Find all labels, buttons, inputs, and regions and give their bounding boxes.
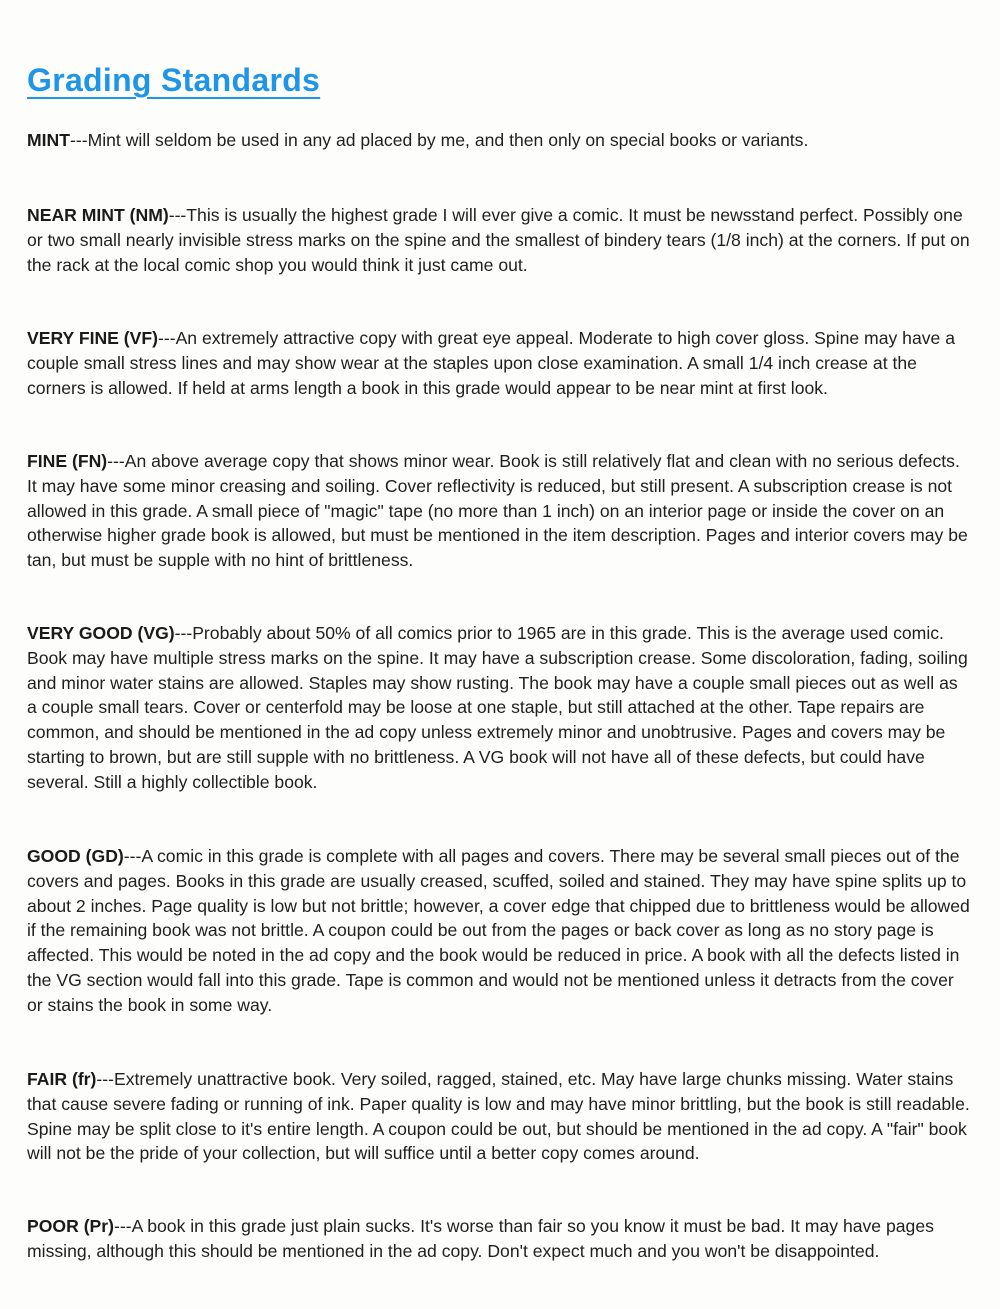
grade-good xyxy=(27,844,972,1018)
grade-fair xyxy=(27,1067,972,1166)
grade-heading: FAIR (fr) xyxy=(27,1069,97,1089)
grade-heading: FINE (FN) xyxy=(27,451,108,471)
grade-description: ---An extremely attractive copy with great eye appeal. Moderate to high cover gloss. Spine may have a couple small stress lines and may show wear at the staples upon close examination. A small 1/4 inch crease at the corners is allowed. If held at arms length a book in this grade would appear to be near mint at first look. xyxy=(27,328,956,398)
grade-near-mint xyxy=(27,203,972,277)
grade-description: ---Probably about 50% of all comics prior to 1965 are in this grade. This is the average used comic. Book may have multiple stress marks on the spine. It may have a subscription crease. Some discoloration, fading, soiling and minor water stains are allowed. Staples may show rusting. The book may have a couple small pieces out as well as a couple small tears. Cover or centerfold may be loose at one staple, but still attached at the other. Tape repairs are common, and should be mentioned in the ad copy unless extremely minor and unobtrusive. Pages and covers may be starting to brown, but are still supple with no brittleness. A VG book will not have all of these defects, but could have several. Still a highly collectible book. xyxy=(27,623,968,792)
grade-very-good xyxy=(27,621,972,795)
page-title: Grading Standards xyxy=(27,62,321,98)
grade-fine xyxy=(27,449,972,573)
grade-heading: VERY FINE (VF) xyxy=(27,328,158,348)
grade-heading: VERY GOOD (VG) xyxy=(27,623,175,643)
grade-very-fine xyxy=(27,326,972,400)
grade-description: ---Extremely unattractive book. Very soiled, ragged, stained, etc. May have large chunks missing. Water stains that cause severe fading or running of ink. Paper quality is low and may have minor brittling, but the book is still readable. Spine may be split close to it's entire length. A coupon could be out, but should be mentioned in the ad copy. A "fair" book will not be the pride of your collection, but will suffice until a better copy comes around. xyxy=(27,1069,970,1164)
grade-description: ---A book in this grade just plain sucks. It's worse than fair so you know it must be bad. It may have pages missing, although this should be mentioned in the ad copy. Don't expect much and you won't be disappointed. xyxy=(27,1216,934,1261)
grade-poor xyxy=(27,1214,972,1264)
grade-heading: MINT xyxy=(27,130,70,150)
grade-mint xyxy=(27,128,972,153)
grade-heading: GOOD (GD) xyxy=(27,846,124,866)
grade-description: ---This is usually the highest grade I will ever give a comic. It must be newsstand perfect. Possibly one or two small nearly invisible stress marks on the spine and the smallest of bindery tears (1/8 inch) at the corners. If put on the rack at the local comic shop you would think it just came out. xyxy=(27,205,970,275)
grade-description: ---An above average copy that shows minor wear. Book is still relatively flat and clean with no serious defects. It may have some minor creasing and soiling. Cover reflectivity is reduced, but still present. A subscription crease is not allowed in this grade. A small piece of "magic" tape (no more than 1 inch) on an interior page or inside the cover on an otherwise higher grade book is allowed, but must be mentioned in the item description. Pages and interior covers may be tan, but must be supple with no hint of brittleness. xyxy=(27,451,968,571)
grade-description: ---A comic in this grade is complete with all pages and covers. There may be several small pieces out of the covers and pages. Books in this grade are usually creased, scuffed, soiled and stained. They may have spine splits up to about 2 inches. Page quality is low but not brittle; however, a cover edge that chipped due to brittleness would be allowed if the remaining book was not brittle. A coupon could be out from the pages or back cover as long as no story page is affected. This would be noted in the ad copy and the book would be reduced in price. A book with all the defects listed in the VG section would fall into this grade. Tape is common and would not be mentioned unless it detracts from the cover or stains the book in some way. xyxy=(27,846,970,1015)
grade-description: ---Mint will seldom be used in any ad placed by me, and then only on special books or variants. xyxy=(70,130,809,150)
grade-heading: POOR (Pr) xyxy=(27,1216,114,1236)
grade-heading: NEAR MINT (NM) xyxy=(27,205,169,225)
